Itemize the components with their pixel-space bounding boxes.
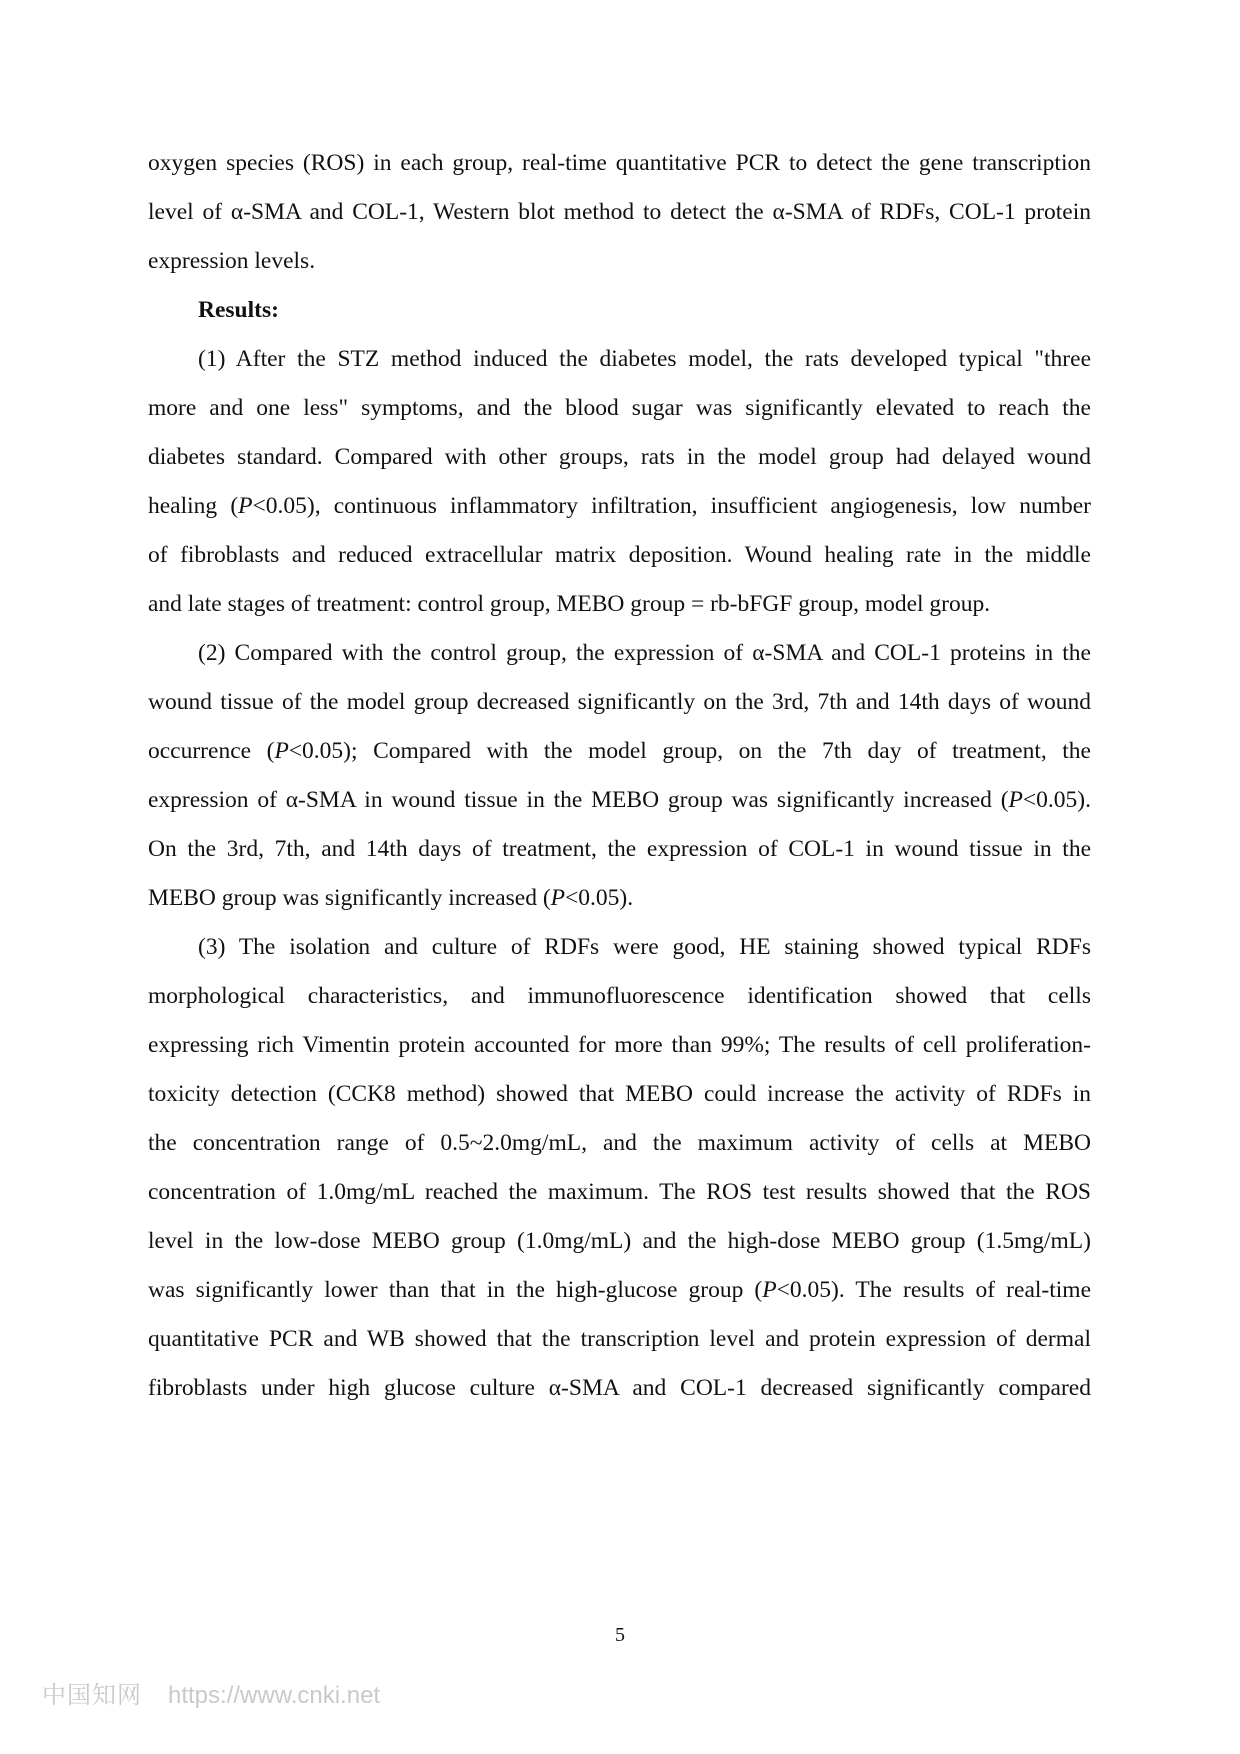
text-line: morphological characteristics, and immunofluorescence identification showed that cells bbox=[148, 983, 1091, 1009]
text-line bbox=[148, 1270, 1091, 1310]
p-value-symbol: P bbox=[762, 1277, 777, 1303]
text-line: level in the low-dose MEBO group (1.0mg/mL) and the high-dose MEBO group (1.5mg/mL) bbox=[148, 1228, 1091, 1254]
p-value-symbol: P bbox=[1008, 787, 1023, 813]
text-span: <0.05); Compared with the model group, on the 7th day of treatment, the bbox=[288, 738, 1091, 764]
watermark-url: https://www.cnki.net bbox=[168, 1682, 381, 1709]
text-line: expression levels. bbox=[148, 248, 316, 274]
text-span: <0.05), continuous inflammatory infiltration, insufficient angiogenesis, low number bbox=[252, 493, 1091, 519]
text-line: fibroblasts under high glucose culture α-SMA and COL-1 decreased significantly compared bbox=[148, 1375, 1091, 1401]
text-line: toxicity detection (CCK8 method) showed that MEBO could increase the activity of RDFs in bbox=[148, 1081, 1091, 1107]
p-value-symbol: P bbox=[274, 738, 289, 764]
text-line: On the 3rd, 7th, and 14th days of treatment, the expression of COL-1 in wound tissue in the bbox=[148, 836, 1091, 862]
text-line: (2) Compared with the control group, the expression of α-SMA and COL-1 proteins in the bbox=[198, 640, 1091, 666]
text-line: expressing rich Vimentin protein accounted for more than 99%; The results of cell proliferation- bbox=[148, 1032, 1091, 1058]
text-span: <0.05). The results of real-time bbox=[776, 1277, 1091, 1303]
text-span: was significantly lower than that in the high-glucose group ( bbox=[148, 1277, 763, 1303]
text-line: (3) The isolation and culture of RDFs were good, HE staining showed typical RDFs bbox=[198, 934, 1091, 960]
page-number: 5 bbox=[615, 1624, 625, 1646]
cnki-watermark bbox=[42, 1678, 380, 1714]
text-span: occurrence ( bbox=[148, 738, 275, 764]
text-line bbox=[148, 780, 1091, 820]
text-line: of fibroblasts and reduced extracellular matrix deposition. Wound healing rate in the middle bbox=[148, 542, 1091, 568]
text-line: wound tissue of the model group decreased significantly on the 3rd, 7th and 14th days of wound bbox=[148, 689, 1091, 715]
p-value-symbol: P bbox=[550, 885, 566, 911]
text-line: concentration of 1.0mg/mL reached the maximum. The ROS test results showed that the ROS bbox=[148, 1179, 1091, 1205]
text-line: (1) After the STZ method induced the diabetes model, the rats developed typical "three bbox=[198, 346, 1091, 372]
text-line bbox=[148, 878, 1091, 918]
text-line: diabetes standard. Compared with other groups, rats in the model group had delayed wound bbox=[148, 444, 1091, 470]
results-heading: Results: bbox=[198, 297, 279, 323]
text-line: quantitative PCR and WB showed that the transcription level and protein expression of dermal bbox=[148, 1326, 1091, 1352]
text-line bbox=[148, 731, 1091, 771]
text-span: <0.05). bbox=[1022, 787, 1091, 813]
text-line: level of α-SMA and COL-1, Western blot method to detect the α-SMA of RDFs, COL-1 protein bbox=[148, 199, 1091, 225]
text-line: the concentration range of 0.5~2.0mg/mL, and the maximum activity of cells at MEBO bbox=[148, 1130, 1091, 1156]
text-line: oxygen species (ROS) in each group, real-time quantitative PCR to detect the gene transcription bbox=[148, 150, 1091, 176]
text-line: and late stages of treatment: control group, MEBO group = rb-bFGF group, model group. bbox=[148, 591, 991, 617]
p-value-symbol: P bbox=[238, 493, 253, 519]
text-span: <0.05). bbox=[565, 885, 634, 911]
text-line: more and one less" symptoms, and the blood sugar was significantly elevated to reach the bbox=[148, 395, 1091, 421]
text-span: healing ( bbox=[148, 493, 239, 519]
text-span: expression of α-SMA in wound tissue in the MEBO group was significantly increased ( bbox=[148, 787, 1009, 813]
text-line bbox=[148, 486, 1091, 526]
text-span: MEBO group was significantly increased ( bbox=[148, 885, 551, 911]
watermark-cn-text: 中国知网 bbox=[42, 1682, 142, 1709]
